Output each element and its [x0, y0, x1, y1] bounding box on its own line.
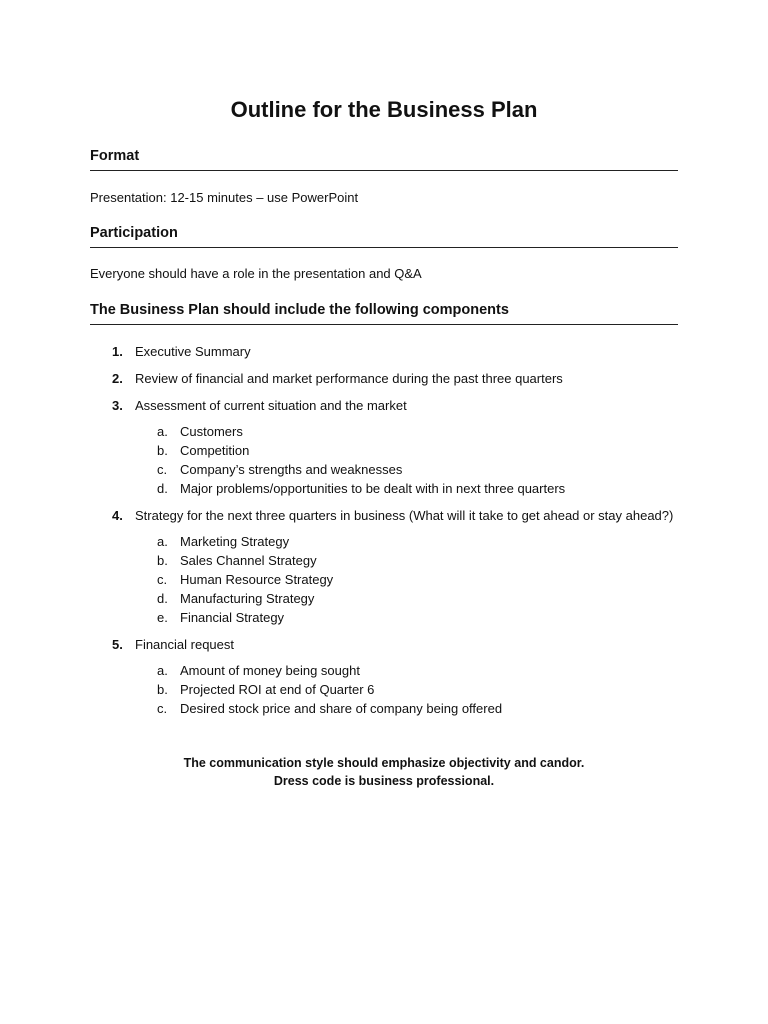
sub-item — [135, 532, 678, 551]
item-number: 4. — [112, 508, 123, 523]
participation-text: Everyone should have a role in the presentation and Q&A — [90, 266, 422, 281]
sub-item — [135, 479, 678, 498]
sub-text: Projected ROI at end of Quarter 6 — [180, 682, 375, 697]
sub-item — [135, 680, 678, 699]
sub-item — [135, 441, 678, 460]
sub-text: Company’s strengths and weaknesses — [180, 462, 403, 477]
participation-heading: Participation — [90, 223, 678, 248]
sub-text: Sales Channel Strategy — [180, 553, 317, 568]
sub-letter: a. — [157, 424, 168, 439]
sub-list — [135, 422, 678, 498]
sub-letter: b. — [157, 443, 168, 458]
sub-letter: c. — [157, 701, 168, 716]
sub-text: Desired stock price and share of company being offered — [180, 701, 503, 716]
sub-letter: b. — [157, 553, 168, 568]
list-item — [90, 396, 678, 498]
item-number: 5. — [112, 637, 123, 652]
closing-line-2: Dress code is business professional. — [273, 774, 495, 788]
list-item — [90, 369, 678, 388]
sub-letter: d. — [157, 481, 168, 496]
sub-item — [135, 570, 678, 589]
format-text: Presentation: 12-15 minutes – use PowerPoint — [90, 190, 359, 205]
sub-text: Competition — [180, 443, 250, 458]
sub-letter: e. — [157, 610, 168, 625]
list-item — [90, 635, 678, 718]
sub-item — [135, 422, 678, 441]
sub-text: Manufacturing Strategy — [180, 591, 315, 606]
closing-line-1: The communication style should emphasize objectivity and candor. — [183, 756, 585, 770]
sub-letter: d. — [157, 591, 168, 606]
sub-item — [135, 589, 678, 608]
item-text: Strategy for the next three quarters in business (What will it take to get ahead or stay ahead?) — [135, 508, 674, 523]
item-number: 3. — [112, 398, 123, 413]
components-list — [90, 342, 678, 726]
sub-item — [135, 460, 678, 479]
sub-text: Financial Strategy — [180, 610, 285, 625]
item-text: Executive Summary — [135, 344, 251, 359]
sub-item — [135, 551, 678, 570]
sub-list — [135, 661, 678, 718]
sub-letter: c. — [157, 462, 168, 477]
sub-letter: a. — [157, 663, 168, 678]
sub-text: Human Resource Strategy — [180, 572, 334, 587]
sub-item — [135, 661, 678, 680]
item-text: Review of financial and market performance during the past three quarters — [135, 371, 563, 386]
list-item — [90, 342, 678, 361]
sub-letter: b. — [157, 682, 168, 697]
item-number: 2. — [112, 371, 123, 386]
document-title: Outline for the Business Plan — [230, 97, 538, 122]
closing-note — [90, 754, 678, 790]
sub-text: Amount of money being sought — [180, 663, 360, 678]
sub-item — [135, 699, 678, 718]
item-text: Assessment of current situation and the market — [135, 398, 407, 413]
item-text: Financial request — [135, 637, 234, 652]
sub-letter: a. — [157, 534, 168, 549]
components-heading: The Business Plan should include the following components — [90, 300, 678, 325]
format-heading: Format — [90, 146, 678, 171]
item-number: 1. — [112, 344, 123, 359]
sub-text: Customers — [180, 424, 243, 439]
sub-list — [135, 532, 678, 627]
list-item — [90, 506, 678, 627]
sub-text: Major problems/opportunities to be dealt with in next three quarters — [180, 481, 566, 496]
sub-letter: c. — [157, 572, 168, 587]
sub-item — [135, 608, 678, 627]
sub-text: Marketing Strategy — [180, 534, 290, 549]
